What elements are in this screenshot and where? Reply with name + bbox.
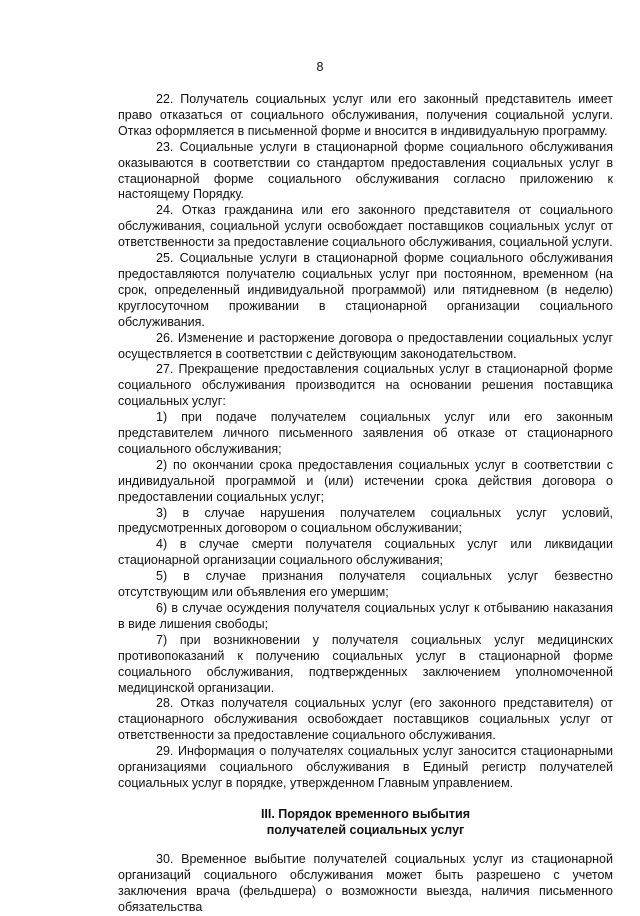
- paragraph-22: 22. Получатель социальных услуг или его законный представитель имеет право отказаться от социального обслуживания, получения социальной услуги. Отказ оформляется в письменной форме и вносится в индивидуальную программу.: [118, 92, 613, 138]
- paragraph-23: 23. Социальные услуги в стационарной форме социального обслуживания оказываются в соответствии со стандартом предоставления социальных услуг в стационарной форме социального обслуживания согласно приложению к настоящему Порядку.: [118, 139, 613, 202]
- paragraph-30: 30. Временное выбытие получателей социальных услуг из стационарной организаций социального обслуживания может быть разрешено с учетом заключения врача (фельдшера) о возможности выезда, наличия письменного обязательства: [118, 851, 613, 914]
- paragraph-29: 29. Информация о получателях социальных услуг заносится стационарными организациями социального обслуживания в Единый регистр получателей социальных услуг в порядке, утвержденном Главным управлением.: [118, 744, 613, 790]
- paragraph-25: 25. Социальные услуги в стационарной форме социального обслуживания предоставляются получателю социальных услуг при постоянном, временном (на срок, определенный индивидуальной программой) или пятидневном (в неделю) круглосуточном проживании в стационарной организации социального обслуживания.: [118, 251, 613, 329]
- paragraph-28: 28. Отказ получателя социальных услуг (его законного представителя) от стационарного обслуживания освобождает поставщиков социальных услуг от ответственности за предоставление социального обслуживания.: [118, 696, 613, 743]
- list-item-1: 1) при подаче получателем социальных услуг или его законным представителем личного письменного заявления об отказе от стационарного социального обслуживания;: [118, 410, 613, 456]
- list-item-3: 3) в случае нарушения получателем социальных услуг условий, предусмотренных договором о социальном обслуживании;: [118, 505, 613, 536]
- page-number: 8: [316, 60, 324, 74]
- list-item-7: 7) при возникновении у получателя социальных услуг медицинских противопоказаний к получению социальных услуг в стационарной форме социального обслуживания, подтвержденных заключением уполномоченной медицинской организации.: [118, 632, 613, 695]
- document-body: [118, 92, 613, 916]
- section-heading-line-2: получателей социальных услуг: [266, 822, 465, 837]
- section-heading: [118, 806, 613, 838]
- spacer: [118, 838, 613, 852]
- section-heading-line-1: III. Порядок временного выбытия: [260, 806, 471, 821]
- list-item-5: 5) в случае признания получателя социальных услуг безвестно отсутствующим или объявления его умершим;: [118, 569, 613, 600]
- paragraph-26: 26. Изменение и расторжение договора о предоставлении социальных услуг осуществляется в соответствии с действующим законодательством.: [118, 330, 613, 361]
- paragraph-24: 24. Отказ гражданина или его законного представителя от социального обслуживания, социальной услуги освобождает поставщиков социальных услуг от ответственности за предоставление социального обслуживания, социальной услуги.: [118, 203, 613, 250]
- list-item-4: 4) в случае смерти получателя социальных услуг или ликвидации стационарной организации социального обслуживания;: [118, 537, 613, 568]
- list-item-6: 6) в случае осуждения получателя социальных услуг к отбыванию наказания в виде лишения свободы;: [118, 601, 613, 631]
- paragraph-27: 27. Прекращение предоставления социальных услуг в стационарной форме социального обслуживания производится на основании решения поставщика социальных услуг:: [118, 362, 613, 409]
- list-item-2: 2) по окончании срока предоставления социальных услуг в соответствии с индивидуальной программой и (или) истечении срока действия договора о предоставлении социальных услуг;: [118, 457, 613, 504]
